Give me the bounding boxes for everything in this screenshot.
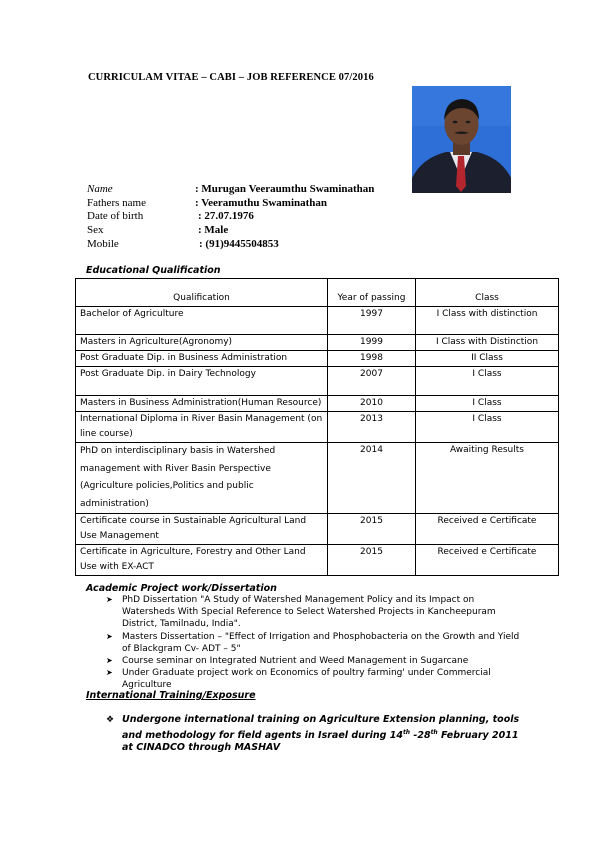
personal-value: : (91)9445504853: [199, 238, 279, 250]
arrow-bullet-icon: ➤: [106, 595, 113, 604]
table-cell: Masters in Business Administration(Human Resource): [76, 396, 328, 412]
diamond-bullet-icon: ❖: [106, 715, 115, 725]
table-cell: I Class: [416, 367, 559, 396]
training-text: [106, 714, 526, 755]
table-row: [76, 443, 559, 514]
table-cell: 1997: [328, 307, 416, 335]
table-cell: I Class: [416, 412, 559, 443]
table-cell: Received e Certificate: [416, 545, 559, 576]
table-cell: 2013: [328, 412, 416, 443]
table-header-row: [76, 279, 559, 307]
table-cell: 2007: [328, 367, 416, 396]
column-header: Year of passing: [328, 279, 416, 307]
table-cell: International Diploma in River Basin Management (on line course): [76, 412, 328, 443]
table-row: [76, 396, 559, 412]
personal-value: : Veeramuthu Swaminathan: [195, 197, 328, 209]
table-row: [76, 307, 559, 335]
table-cell: Certificate in Agriculture, Forestry and Other Land Use with EX-ACT: [76, 545, 328, 576]
table-cell: Post Graduate Dip. in Dairy Technology: [76, 367, 328, 396]
column-header: Qualification: [76, 279, 328, 307]
table-cell: 2015: [328, 514, 416, 545]
table-row: [76, 545, 559, 576]
portrait-photo: [412, 86, 511, 193]
table-row: [76, 412, 559, 443]
portrait-photo-image: [412, 86, 511, 193]
table-cell: 1999: [328, 335, 416, 351]
table-cell: Certificate course in Sustainable Agricultural Land Use Management: [76, 514, 328, 545]
training-text-part: Undergone international training on Agriculture Extension planning, tools and methodology for field agents in Israel during 14: [122, 714, 520, 741]
personal-label: Date of birth: [87, 210, 144, 222]
list-item: [106, 667, 526, 691]
training-text-part: -28: [410, 729, 431, 741]
table-cell: PhD on interdisciplinary basis in Watershed management with River Basin Perspective (Agriculture policies,Politics and public administration): [76, 443, 328, 514]
academic-list: [106, 594, 526, 692]
table-cell: Post Graduate Dip. in Business Administration: [76, 351, 328, 367]
table-cell: Awaiting Results: [416, 443, 559, 514]
list-item: [106, 655, 526, 667]
personal-label: Sex: [87, 224, 104, 236]
table-cell: 2015: [328, 545, 416, 576]
list-item-text: Under Graduate project work on Economics of poultry farming' under Commercial Agriculture: [122, 668, 491, 691]
personal-value: : 27.07.1976: [198, 210, 254, 222]
academic-heading: Academic Project work/Dissertation: [86, 583, 277, 594]
table-cell: Bachelor of Agriculture: [76, 307, 328, 335]
table-cell: I Class with distinction: [416, 307, 559, 335]
personal-label: Mobile: [87, 238, 119, 250]
superscript: th: [402, 728, 411, 736]
training-text-part: February 2011 at CINADCO through MASHAV: [122, 729, 519, 754]
table-cell: 1998: [328, 351, 416, 367]
arrow-bullet-icon: ➤: [106, 656, 113, 666]
education-table: [75, 278, 559, 576]
table-cell: 2010: [328, 396, 416, 412]
table-cell: Received e Certificate: [416, 514, 559, 545]
list-item: [106, 631, 526, 655]
table-cell: II Class: [416, 351, 559, 367]
personal-label: Fathers name: [87, 197, 146, 209]
table-cell: I Class with Distinction: [416, 335, 559, 351]
training-item: [106, 714, 526, 755]
list-item-text: Masters Dissertation – "Effect of Irrigation and Phosphobacteria on the Growth and Yield of Blackgram Cv- ADT – 5": [122, 631, 520, 654]
table-cell: Masters in Agriculture(Agronomy): [76, 335, 328, 351]
arrow-bullet-icon: ➤: [106, 668, 113, 678]
table-cell: 2014: [328, 443, 416, 514]
table-row: [76, 335, 559, 351]
personal-value: : Male: [198, 224, 229, 236]
list-item: [106, 594, 526, 631]
column-header: Class: [416, 279, 559, 307]
document-title: CURRICULAM VITAE – CABI – JOB REFERENCE 07/2016: [88, 72, 374, 83]
table-row: [76, 514, 559, 545]
superscript: th: [430, 728, 438, 736]
table-cell: I Class: [416, 396, 559, 412]
list-item-text: Course seminar on Integrated Nutrient and Weed Management in Sugarcane: [122, 656, 469, 667]
table-row: [76, 351, 559, 367]
training-heading: International Training/Exposure: [86, 690, 256, 701]
list-item-text: PhD Dissertation "A Study of Watershed Management Policy and its Impact on Watersheds With Special Reference to Select Watershed Projects in Kancheepuram District, Tamilnadu, India".: [122, 595, 496, 630]
personal-label: Name: [87, 183, 113, 195]
education-heading: Educational Qualification: [86, 265, 221, 276]
arrow-bullet-icon: ➤: [106, 631, 113, 641]
personal-value: : Murugan Veeraumthu Swaminathan: [195, 183, 375, 195]
table-row: [76, 367, 559, 396]
